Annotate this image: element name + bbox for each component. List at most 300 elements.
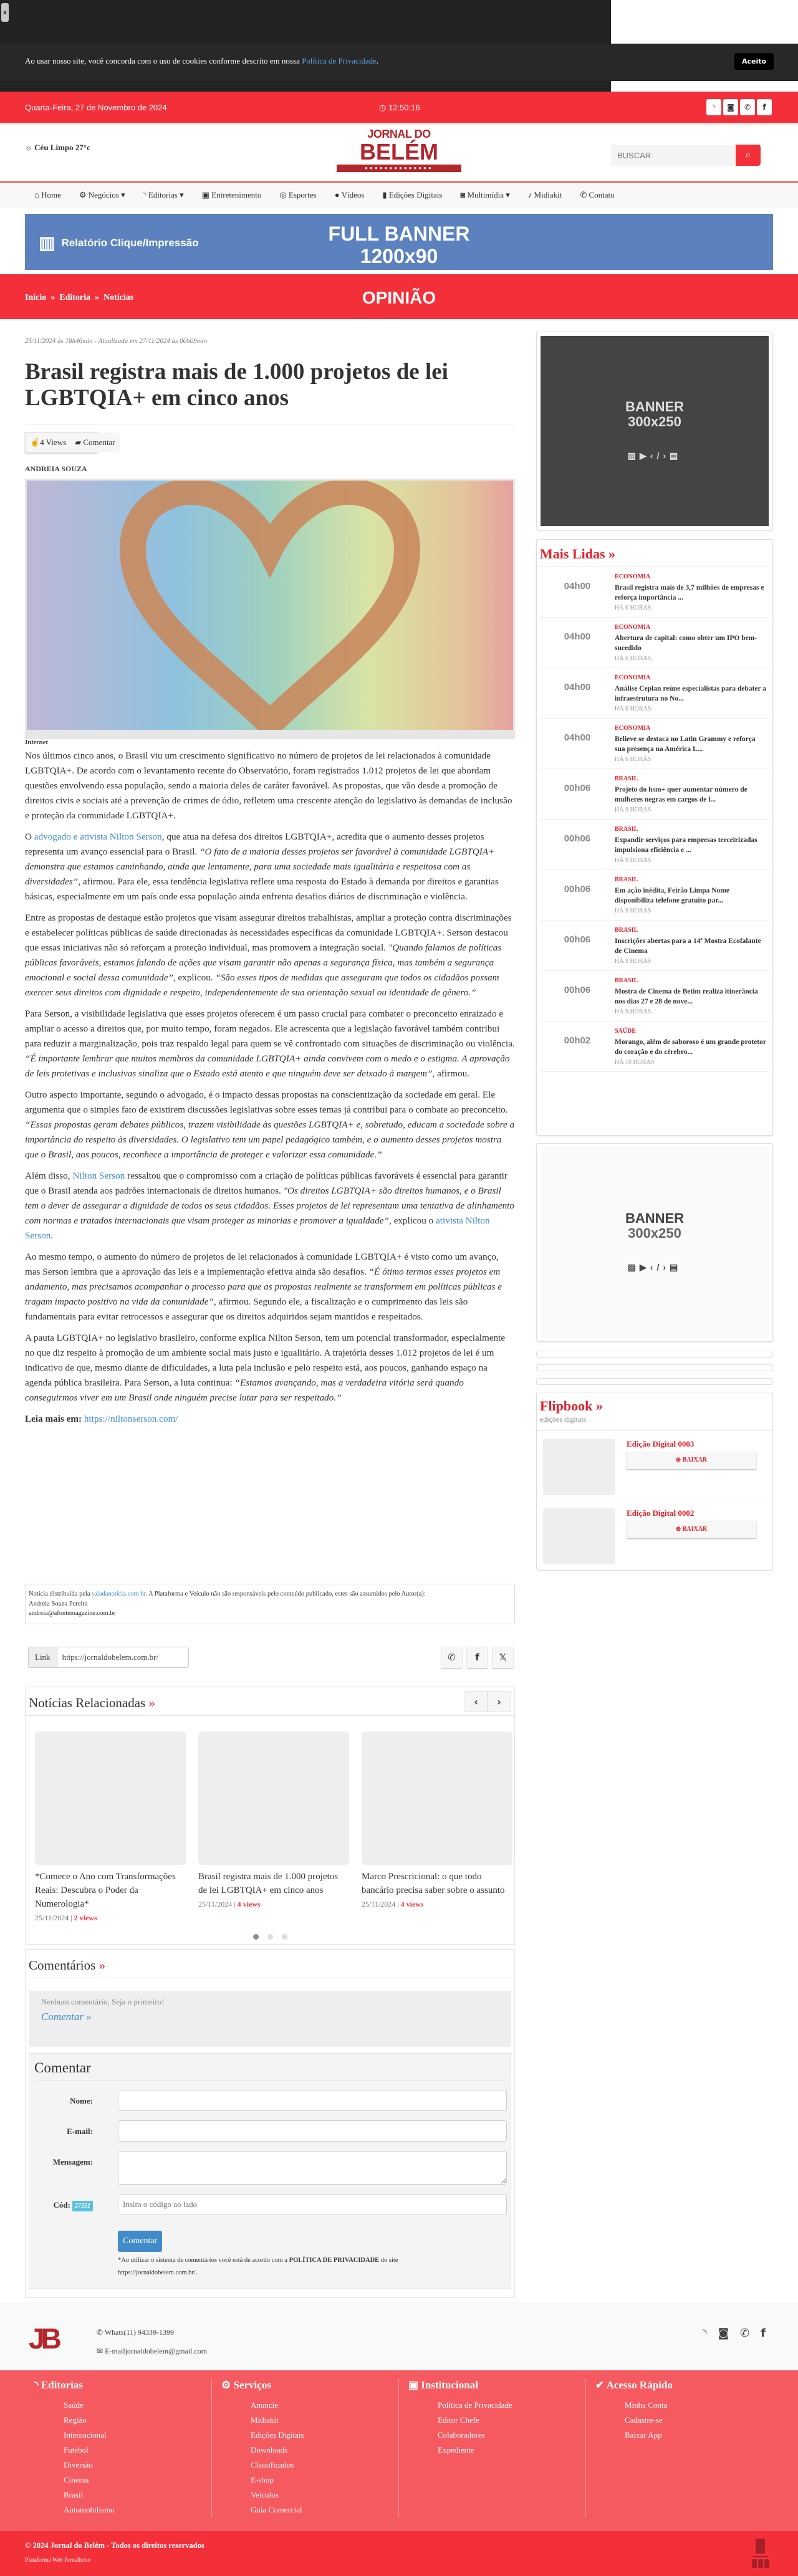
related-views: 4 views bbox=[400, 1900, 424, 1908]
banner-line2: 1200x90 bbox=[360, 245, 438, 267]
text-segment: , afirmou. bbox=[432, 1068, 469, 1079]
chart-icon: ▥ bbox=[39, 233, 55, 252]
text-segment: Outro aspecto importante, segundo o advogado, é o impacto dessas propostas na conscientização da sociedade em geral. Ele argumenta que o simples fato de existirem discussões legislativas sobre esses temas já contribui para o combate ao preconceito. bbox=[25, 1089, 508, 1115]
text-segment: Além disso, bbox=[25, 1171, 73, 1181]
separator: | bbox=[232, 1900, 238, 1908]
item-category[interactable]: BRASIL bbox=[615, 775, 638, 782]
nav-icon: ⌂ bbox=[34, 190, 42, 199]
nav-label: Editorias ▾ bbox=[148, 190, 184, 199]
inline-link[interactable]: ativista Nilton Serson bbox=[25, 1215, 490, 1241]
empty-widget bbox=[536, 1364, 773, 1371]
note-text: *Ao utilizar o sistema de comentários você está de acordo com a bbox=[118, 2257, 289, 2264]
nav-item[interactable] bbox=[580, 190, 623, 200]
nav-item[interactable] bbox=[79, 190, 134, 200]
nav-label: Midiakit bbox=[534, 190, 562, 199]
empty-widget bbox=[536, 1351, 773, 1357]
related-title: Notícias Relacionadas bbox=[29, 1695, 146, 1710]
distribution-disclaimer bbox=[25, 1584, 515, 1624]
footer-email[interactable]: E-mailjornaldobelem@gmail.com bbox=[105, 2347, 208, 2355]
rss-icon: ◝ bbox=[34, 2379, 41, 2391]
footer-bottom bbox=[0, 2531, 798, 2576]
nav-label: Esportes bbox=[288, 190, 317, 199]
carousel-dot[interactable] bbox=[267, 1934, 273, 1940]
full-banner-ad[interactable] bbox=[25, 214, 773, 270]
privacy-link[interactable]: Política de Privacidade bbox=[302, 56, 377, 65]
most-read-item[interactable] bbox=[540, 870, 769, 921]
item-title[interactable]: Expandir serviços para empresas terceirizadas impulsiona eficiência e ... bbox=[615, 836, 757, 854]
related-views: 2 views bbox=[74, 1913, 97, 1922]
link-label: Link bbox=[29, 1647, 57, 1667]
footer-link[interactable]: Midiakit bbox=[251, 2415, 279, 2425]
name-label: Nome: bbox=[70, 2096, 93, 2105]
disclaimer-text2: . A Plataforma e Veículo não são responsáveis pelo conteúdo publicado, estes são assumidos pelo Autor(a): bbox=[145, 1591, 426, 1597]
comment-cta-link[interactable]: Comentar » bbox=[41, 2011, 92, 2023]
item-age: HÁ 6 HORAS bbox=[615, 604, 651, 611]
carousel-dots bbox=[26, 1934, 514, 1940]
facebook-icon[interactable]: f bbox=[761, 2327, 766, 2340]
edition-thumbnail[interactable] bbox=[543, 1439, 615, 1495]
column-title-text: Institucional bbox=[421, 2379, 478, 2391]
instagram-icon[interactable]: ◙ bbox=[723, 99, 738, 115]
footer-link[interactable]: Expediente bbox=[438, 2445, 474, 2454]
empty-widget bbox=[536, 1378, 773, 1385]
article-meta: 25/11/2024 às 18h46min - Atualizada em 27/11/2024 às 00h09min bbox=[25, 337, 208, 345]
accept-cookies-button[interactable]: Aceito bbox=[734, 53, 774, 70]
user-icon: ▣ bbox=[408, 2379, 421, 2391]
nav-item[interactable] bbox=[34, 190, 70, 200]
disclaimer-link[interactable]: saladanoticia.com.br bbox=[92, 1591, 146, 1597]
text-segment: “É importante lembrar que muitos membros da comunidade LGBTQIA+ ainda convivem com o medo e o estigma. A aprovação de leis protetivas e inclusivas sinaliza que o Estado está atento e que ninguém deve ser deixado à margem” bbox=[25, 1053, 510, 1079]
item-category[interactable]: BRASIL bbox=[615, 977, 638, 984]
item-category[interactable]: ECONOMIA bbox=[615, 674, 651, 681]
nav-label: Contato bbox=[589, 190, 615, 199]
related-title[interactable]: *Comece o Ano com Transformações Reais: Descubra o Poder da Numerologia* bbox=[35, 1872, 176, 1909]
search-icon: ⌕ bbox=[745, 150, 751, 160]
link-input[interactable] bbox=[57, 1647, 182, 1667]
separator: | bbox=[395, 1900, 401, 1908]
item-title[interactable]: Brasil registra mais de 3,7 milhões de empresas e reforça importância ... bbox=[615, 583, 764, 601]
media-icons: ▨▶‹/›▤ bbox=[627, 1262, 682, 1272]
footer-link[interactable]: Editor Chefe bbox=[438, 2415, 479, 2425]
item-category[interactable]: BRASIL bbox=[615, 826, 638, 833]
text-segment: Nos últimos cinco anos, o Brasil viu um crescimento significativo no número de projetos de lei relacionados à comunidade LGBTQIA+. De acordo com o levantamento recente do Observatório, foram registrados 1.012 projetos de lei que abordam questões envolvendo essa população, sendo a maioria deles de caráter favorável. As propostas, que vão desde a promoção de direitos civis e sociais até a prevenção de crimes de ódio, refletem uma crescente atenção do legislativo às demandas de inclusão e proteção da comunidade LGBTQIA+. bbox=[25, 750, 512, 821]
email-label: E-mail: bbox=[67, 2127, 93, 2136]
item-time: 04h00 bbox=[564, 682, 591, 692]
article-paragraph bbox=[25, 749, 515, 823]
instagram-icon[interactable]: ◙ bbox=[718, 2327, 729, 2340]
mail-icon: ✉ bbox=[97, 2347, 105, 2355]
image-caption: Internet bbox=[25, 739, 48, 746]
footer-link[interactable]: Colaboradores bbox=[438, 2430, 485, 2440]
logo-dots: ●●●●●●●●●●●●●● bbox=[337, 165, 461, 172]
item-age: HÁ 9 HORAS bbox=[615, 1008, 651, 1015]
item-title[interactable]: Morango, além de saboroso é um grande protetor do coração e do cérebro... bbox=[615, 1038, 766, 1056]
footer-column bbox=[399, 2379, 586, 2517]
footer-column-title bbox=[408, 2379, 585, 2392]
nav-item[interactable] bbox=[279, 190, 325, 200]
nav-item[interactable] bbox=[528, 190, 571, 200]
flipbook-panel bbox=[536, 1392, 773, 1571]
search-button[interactable] bbox=[736, 145, 761, 166]
item-category[interactable]: ECONOMIA bbox=[615, 725, 651, 732]
article-actions bbox=[25, 432, 115, 453]
nav-label: Multimídia ▾ bbox=[467, 190, 510, 199]
footer-column bbox=[212, 2379, 399, 2517]
x-share-icon[interactable]: 𝕏 bbox=[493, 1647, 513, 1668]
item-title[interactable]: Abertura de capital: como obter um IPO bem-sucedido bbox=[615, 634, 757, 652]
footer-link[interactable]: Cadastre-se bbox=[625, 2415, 663, 2425]
flipbook-title: Flipbook » bbox=[540, 1398, 603, 1414]
separator: | bbox=[69, 1913, 74, 1922]
footer-link[interactable]: Futebol bbox=[64, 2445, 89, 2454]
download-icon: ⊕ bbox=[675, 1526, 683, 1533]
weather-text: Céu Limpo 27°c bbox=[34, 143, 90, 152]
nav-icon: ♪ bbox=[527, 190, 534, 199]
comment-label: Comentar bbox=[83, 438, 115, 447]
download-button[interactable] bbox=[627, 1521, 756, 1538]
nav-label: Negócios ▾ bbox=[88, 190, 125, 199]
flipbook-subtitle: edições digitais bbox=[540, 1415, 587, 1424]
footer-link[interactable]: Cinema bbox=[64, 2475, 89, 2484]
breadcrumb-noticias[interactable]: Notícias bbox=[103, 293, 134, 302]
download-icon: ⊕ bbox=[675, 1457, 683, 1463]
sidebar-banner-ad[interactable] bbox=[536, 332, 773, 530]
related-thumbnail[interactable] bbox=[362, 1731, 512, 1865]
footer-column-title bbox=[221, 2379, 398, 2392]
related-date: 25/11/2024 bbox=[362, 1900, 396, 1908]
clock-icon: ◷ bbox=[379, 103, 388, 112]
download-button[interactable] bbox=[627, 1452, 756, 1469]
nav-icon: ⚙ bbox=[79, 190, 89, 199]
privacy-note bbox=[118, 2254, 442, 2279]
current-date: Quarta-Feira, 27 de Novembro de 2024 bbox=[25, 103, 167, 112]
download-label: BAIXAR bbox=[682, 1526, 708, 1533]
footer-link[interactable]: Anuncie bbox=[251, 2400, 279, 2410]
nav-item[interactable] bbox=[335, 190, 373, 200]
item-title[interactable]: Em ação inédita, Feirão Limpa Nome disponibiliza telefone gratuito par... bbox=[615, 886, 729, 904]
article-paragraph bbox=[25, 911, 515, 1000]
item-title[interactable]: Inscrições abertas para a 14ª Mostra Ecofalante de Cinema bbox=[615, 937, 761, 955]
code-label: Cód: bbox=[53, 2200, 70, 2210]
text-segment: Para Serson, a visibilidade legislativa que esses projetos oferecem é um passo crucial para combater o preconceito enraizado e ampliar o acesso a direitos que, por muito tempo, foram negados. Ele acrescenta que a legislação favorável também contribui para reduzir a marginalização, pois traz respaldo legal para quem se vê confrontado com situações de discriminação ou violência. bbox=[25, 1008, 515, 1049]
item-time: 00h06 bbox=[564, 985, 591, 995]
top-social-links bbox=[706, 99, 772, 115]
nav-item[interactable] bbox=[143, 190, 193, 200]
most-read-item[interactable] bbox=[540, 971, 769, 1022]
search-form bbox=[611, 145, 761, 166]
edition-title[interactable]: Edição Digital 0002 bbox=[627, 1508, 695, 1518]
copyright: © 2024 Jornal do Belém - Todos os direitos reservados bbox=[25, 2541, 204, 2550]
inline-link[interactable]: Nilton Serson bbox=[72, 1171, 125, 1181]
banner-report-text: Relatório Clique/Impressão bbox=[61, 236, 199, 249]
site-logo[interactable] bbox=[337, 128, 461, 179]
site-header bbox=[0, 123, 798, 183]
download-label: BAIXAR bbox=[682, 1457, 708, 1463]
edition-thumbnail[interactable] bbox=[543, 1508, 615, 1564]
facebook-share-icon[interactable]: f bbox=[467, 1647, 488, 1668]
prev-arrow-icon[interactable]: ‹ bbox=[464, 1691, 488, 1712]
text-segment: O bbox=[25, 831, 34, 842]
text-segment: “Estamos avançando, mas a verdadeira vitória será quando conseguirmos viver em um Brasil onde ninguém precise lutar para ser respeitado.” bbox=[25, 1377, 464, 1403]
footer-whatsapp[interactable]: Whats(11) 94339-1399 bbox=[104, 2328, 175, 2337]
item-age: HÁ 9 HORAS bbox=[615, 907, 651, 914]
footer-link[interactable]: Automobilismo bbox=[64, 2505, 115, 2514]
comment-button[interactable] bbox=[70, 433, 120, 452]
cookie-end: . bbox=[376, 56, 379, 65]
item-category[interactable]: SAÚDE bbox=[615, 1028, 636, 1035]
nav-icon: ✆ bbox=[580, 190, 589, 199]
related-views: 4 views bbox=[237, 1900, 261, 1908]
footer-links bbox=[0, 2370, 798, 2531]
nav-label: Edições Digitais bbox=[388, 190, 443, 199]
whatsapp-icon: ✆ bbox=[97, 2328, 105, 2337]
item-age: HÁ 9 HORAS bbox=[615, 806, 651, 813]
footer-link[interactable]: Classificados bbox=[251, 2460, 294, 2469]
message-textarea[interactable] bbox=[118, 2151, 507, 2185]
item-title[interactable]: Mostra de Cinema de Betim realiza itinerância nos dias 27 e 28 de nove... bbox=[615, 987, 758, 1005]
nav-icon: ▮ bbox=[382, 190, 389, 199]
share-bar bbox=[28, 1647, 513, 1669]
related-meta bbox=[362, 1900, 512, 1909]
form-title: Comentar bbox=[34, 2060, 506, 2080]
breadcrumb-home[interactable]: Início bbox=[25, 293, 47, 302]
ad-close-button[interactable]: x bbox=[1, 3, 9, 22]
item-age: HÁ 10 HORAS bbox=[615, 1058, 655, 1066]
related-thumbnail[interactable] bbox=[35, 1731, 186, 1865]
main-nav bbox=[0, 183, 798, 208]
text-segment: Entre as propostas de destaque estão projetos que visam assegurar direitos trabalhistas, ampliar a proteção contra discriminações e estabelecer políticas públicas de saúde direcionadas às necessidades específicas da comunidade LGBTQIA+. Serson destacou que essas iniciativas não só reforçam a proteção individual, mas promovem a integração social. bbox=[25, 912, 512, 953]
disclaimer-text: Notícia distribuída pela bbox=[29, 1591, 92, 1597]
sidebar-banner-ad-2[interactable] bbox=[536, 1143, 773, 1342]
related-date: 25/11/2024 bbox=[35, 1913, 69, 1922]
rss-icon[interactable]: ◝ bbox=[702, 2327, 707, 2340]
column-title-text: Serviços bbox=[233, 2379, 271, 2391]
most-read-item[interactable] bbox=[540, 567, 769, 618]
sidebar bbox=[536, 324, 773, 530]
text-segment: , explicou. bbox=[173, 972, 216, 983]
footer-link[interactable]: Veículos bbox=[251, 2490, 279, 2499]
footer-column bbox=[586, 2379, 773, 2517]
most-read-item[interactable] bbox=[540, 668, 769, 719]
banner-line1: FULL BANNER bbox=[328, 223, 470, 245]
text-segment: “São esses tipos de medidas que asseguram que todos os cidadãos possam exercer seus direitos com dignidade e respeito, independentemente de sua orientação sexual ou identidade de gênero.” bbox=[25, 972, 499, 998]
item-time: 04h00 bbox=[564, 631, 591, 642]
inline-link[interactable]: https://niltonserson.com/ bbox=[84, 1414, 178, 1424]
most-read-item[interactable] bbox=[540, 820, 769, 870]
author-fullname: Andreia Souza Pereira bbox=[29, 1600, 88, 1607]
footer-logo[interactable]: JB bbox=[29, 2322, 58, 2355]
submit-comment-button[interactable]: Comentar bbox=[118, 2231, 162, 2252]
footer-link[interactable]: Brasil bbox=[64, 2490, 84, 2499]
related-date: 25/11/2024 bbox=[198, 1900, 233, 1908]
item-age: HÁ 6 HORAS bbox=[615, 654, 651, 662]
nav-item[interactable] bbox=[202, 190, 271, 200]
sun-icon: ☼ bbox=[25, 143, 35, 152]
cookie-banner bbox=[0, 44, 798, 81]
article-paragraph bbox=[25, 1169, 515, 1243]
author-email: andreia@afontemagazine.com.br bbox=[29, 1610, 116, 1617]
footer-column-title bbox=[34, 2379, 211, 2392]
article-author: ANDREIA SOUZA bbox=[25, 464, 87, 473]
platform-logo-icon bbox=[752, 2539, 769, 2569]
flipbook-item bbox=[540, 1500, 769, 1569]
article-body bbox=[25, 749, 515, 1427]
related-title[interactable]: Brasil registra mais de 1.000 projetos de lei LGBTQIA+ em cinco anos bbox=[198, 1872, 339, 1895]
banner-l2: 300x250 bbox=[628, 1225, 681, 1241]
carousel-dot[interactable] bbox=[282, 1934, 287, 1940]
check-icon: ✔ bbox=[595, 2379, 607, 2391]
logo-line1: JORNAL DO bbox=[367, 128, 431, 140]
item-time: 04h00 bbox=[564, 732, 591, 743]
article-image bbox=[25, 479, 515, 739]
whatsapp-icon[interactable]: ✆ bbox=[740, 2327, 750, 2340]
views-button[interactable] bbox=[26, 433, 70, 452]
footer-column-title bbox=[595, 2379, 773, 2392]
clock bbox=[379, 103, 420, 113]
email-input[interactable] bbox=[118, 2120, 507, 2142]
footer-link[interactable]: Saúde bbox=[64, 2400, 84, 2410]
next-arrow-icon[interactable]: › bbox=[488, 1691, 511, 1712]
banner-l2: 300x250 bbox=[628, 413, 681, 429]
most-read-panel bbox=[536, 539, 773, 1136]
edition-title[interactable]: Edição Digital 0003 bbox=[627, 1439, 695, 1448]
carousel-dot[interactable] bbox=[253, 1934, 259, 1940]
comments-title: Comentários bbox=[29, 1958, 96, 1973]
item-age: HÁ 6 HORAS bbox=[615, 705, 651, 712]
article-paragraph bbox=[25, 830, 515, 904]
link-copy-group bbox=[28, 1647, 189, 1668]
most-read-item[interactable] bbox=[540, 618, 769, 668]
related-card[interactable] bbox=[198, 1731, 349, 1923]
footer-link[interactable]: Região bbox=[64, 2415, 87, 2425]
most-read-item[interactable] bbox=[540, 921, 769, 971]
related-card[interactable] bbox=[362, 1731, 512, 1923]
nav-label: Vídeos bbox=[341, 190, 365, 199]
nav-icon: ● bbox=[334, 190, 342, 199]
footer-contact bbox=[0, 2302, 798, 2370]
whatsapp-icon[interactable]: ✆ bbox=[740, 99, 755, 115]
footer-link[interactable]: Diversão bbox=[64, 2460, 93, 2469]
privacy-policy-link[interactable]: POLÍTICA DE PRIVACIDADE bbox=[289, 2257, 380, 2264]
column-title-text: Acesso Rápido bbox=[606, 2379, 673, 2391]
inline-link[interactable]: advogado e ativista Nilton Serson bbox=[34, 831, 162, 842]
platform-credit[interactable]: Plataforma Web Jornalismo bbox=[25, 2557, 91, 2564]
message-label: Mensagem: bbox=[52, 2157, 93, 2167]
nav-item[interactable] bbox=[382, 190, 451, 200]
article-paragraph bbox=[25, 1007, 515, 1081]
item-age: HÁ 6 HORAS bbox=[615, 755, 651, 763]
footer-link[interactable]: Política de Privacidade bbox=[438, 2400, 512, 2410]
whatsapp-share-icon[interactable]: ✆ bbox=[441, 1647, 462, 1668]
item-title[interactable]: Believe se destaca no Latin Grammy e reforça sua presença na América L... bbox=[615, 735, 756, 753]
note-text2: do site https://jornaldobelem.com.br/. bbox=[118, 2257, 398, 2276]
most-read-item[interactable] bbox=[540, 719, 769, 769]
item-time: 00h06 bbox=[564, 884, 591, 894]
item-category[interactable]: ECONOMIA bbox=[615, 624, 651, 631]
text-segment: “Essas propostas geram debates públicos, trazem visibilidade às questões LGBTQIA+ e, sobretudo, educam a sociedade sobre a importância do respeito às diversidades. O legislativo tem um papel pedagógico também, e o aumento desses projetos mostra que o Brasil, aos poucos, reconhece a importância de proteger e valorizar essa comunidade.” bbox=[25, 1119, 515, 1160]
logo-line2: BELÉM bbox=[360, 139, 438, 165]
text-segment: “O fato de a maioria desses projetos ser favorável à comunidade LGBTQIA+ demonstra que estamos caminhando, ainda que lentamente, para uma sociedade mais igualitária e respeitosa com as diversidades” bbox=[25, 846, 495, 887]
article-paragraph bbox=[25, 1250, 515, 1324]
item-time: 00h06 bbox=[564, 783, 591, 793]
most-read-title: Mais Lidas » bbox=[537, 540, 772, 567]
item-time: 00h06 bbox=[564, 833, 591, 844]
code-input[interactable] bbox=[118, 2194, 507, 2215]
section-title: OPINIÃO bbox=[362, 288, 436, 307]
item-time: 00h02 bbox=[564, 1035, 591, 1046]
comment-icon: ▰ bbox=[75, 438, 84, 447]
footer-column bbox=[25, 2379, 212, 2517]
item-category[interactable]: BRASIL bbox=[615, 876, 638, 883]
rss-icon[interactable]: ◝ bbox=[706, 99, 721, 115]
text-segment: , explicou o bbox=[388, 1215, 436, 1226]
footer-link[interactable]: Internacional bbox=[64, 2430, 107, 2440]
top-bar bbox=[0, 92, 798, 123]
comments-section: Comentários » Nenhum comentário, Seja o primeiro! Comentar » Comentar Nome: E-mail: Mensagem: Cód: 27351 Insira o código ao lado Comentar *Ao utilizar o sistema de comentários você está de acordo com a POLÍTICA DE PRIVACIDADE do site https://jornaldobelem.com.br/. bbox=[25, 1949, 515, 2298]
nav-icon: ◝ bbox=[143, 190, 148, 199]
related-thumbnail[interactable] bbox=[198, 1731, 349, 1865]
article-paragraph bbox=[25, 1088, 515, 1162]
article bbox=[25, 324, 515, 1427]
item-time: 00h06 bbox=[564, 934, 591, 945]
nav-item[interactable] bbox=[460, 190, 518, 200]
nav-icon: ◙ bbox=[460, 190, 468, 199]
text-segment: A pauta LGBTQIA+ no legislativo brasileiro, conforme explica Nilton Serson, tem um potencial transformador, especialmente no que diz respeito à promoção de um ambiente social mais justo e igualitário. A trajetória desses 1.012 projetos de lei é um indicativo de que, mesmo diante de dificuldades, a luta pela inclusão e pelo respeito está, aos poucos, ganhando espaço na agenda pública brasileira. Para Serson, a luta continua: bbox=[25, 1333, 506, 1388]
thumbs-up-icon: ☝ bbox=[30, 438, 41, 447]
item-age: HÁ 9 HORAS bbox=[615, 957, 651, 965]
article-paragraph bbox=[25, 1331, 515, 1405]
footer-link[interactable]: Minha Conta bbox=[625, 2400, 668, 2410]
comment-form bbox=[29, 2053, 511, 2289]
footer-link[interactable]: Guia Comercial bbox=[251, 2505, 302, 2514]
related-title[interactable]: Marco Prescricional: o que todo bancário precisa saber sobre o assunto bbox=[362, 1872, 505, 1895]
facebook-icon[interactable]: f bbox=[757, 99, 772, 115]
text-segment: , afirmou. Segundo ele, a fiscalização e o cumprimento das leis são fundamentais para evitar retrocessos e assegurar que os direitos adquiridos sejam mantidos e respeitados. bbox=[25, 1296, 468, 1322]
footer-link[interactable]: Baixar App bbox=[625, 2430, 662, 2440]
no-comments-text: Nenhum comentário, Seja o primeiro! bbox=[41, 1997, 165, 2006]
related-card[interactable] bbox=[35, 1731, 186, 1923]
nav-label: Entretenimento bbox=[211, 190, 262, 199]
footer-link[interactable]: E-shop bbox=[251, 2475, 274, 2484]
most-read-item[interactable] bbox=[540, 769, 769, 820]
footer-link[interactable]: Edições Digitais bbox=[251, 2430, 304, 2440]
nav-icon: ◎ bbox=[279, 190, 289, 199]
item-age: HÁ 9 HORAS bbox=[615, 856, 651, 864]
banner-l1: BANNER bbox=[625, 1210, 685, 1226]
item-category[interactable]: BRASIL bbox=[615, 927, 638, 934]
most-read-item[interactable] bbox=[540, 1022, 769, 1072]
item-title[interactable]: Projeto do hsm+ quer aumentar número de mulheres negras em cargos de l... bbox=[615, 785, 748, 803]
nav-icon: ▣ bbox=[201, 190, 212, 199]
banner-l1: BANNER bbox=[625, 398, 685, 414]
media-icons: ▨▶‹/›▤ bbox=[627, 450, 682, 461]
breadcrumb-editoria[interactable]: Editoria bbox=[59, 293, 91, 302]
search-input[interactable] bbox=[611, 145, 736, 166]
item-title[interactable]: Análise Ceplan reúne especialistas para debater a infraestrutura no No... bbox=[615, 684, 766, 702]
current-time: 12:50:16 bbox=[388, 103, 420, 112]
article-title: Brasil registra mais de 1.000 projetos de lei LGBTQIA+ em cinco anos bbox=[25, 359, 448, 411]
item-category[interactable]: ECONOMIA bbox=[615, 573, 651, 580]
item-time: 04h00 bbox=[564, 581, 591, 591]
footer-link[interactable]: Downloads bbox=[251, 2445, 288, 2454]
text-segment: “É ótimo termos esses projetos em andamento, mas precisamos acompanhar o processo para que as propostas realmente se transformem em políticas públicas e tragam impacto positivo na vida da comunidade” bbox=[25, 1266, 502, 1307]
name-input[interactable] bbox=[118, 2090, 507, 2111]
text-segment: ressaltou que o compromisso com a criação de políticas públicas favoráveis é essencial para garantir que o Brasil atenda aos padrões internacionais de direitos humanos. bbox=[25, 1171, 507, 1196]
related-meta bbox=[35, 1913, 186, 1923]
section-band bbox=[0, 274, 798, 319]
text-segment: , que atua na defesa dos direitos LGBTQIA+, acredita que o aumento desses projetos representa um avanço essencial para o Brasil. bbox=[25, 831, 484, 857]
text-segment: . bbox=[50, 1230, 54, 1241]
